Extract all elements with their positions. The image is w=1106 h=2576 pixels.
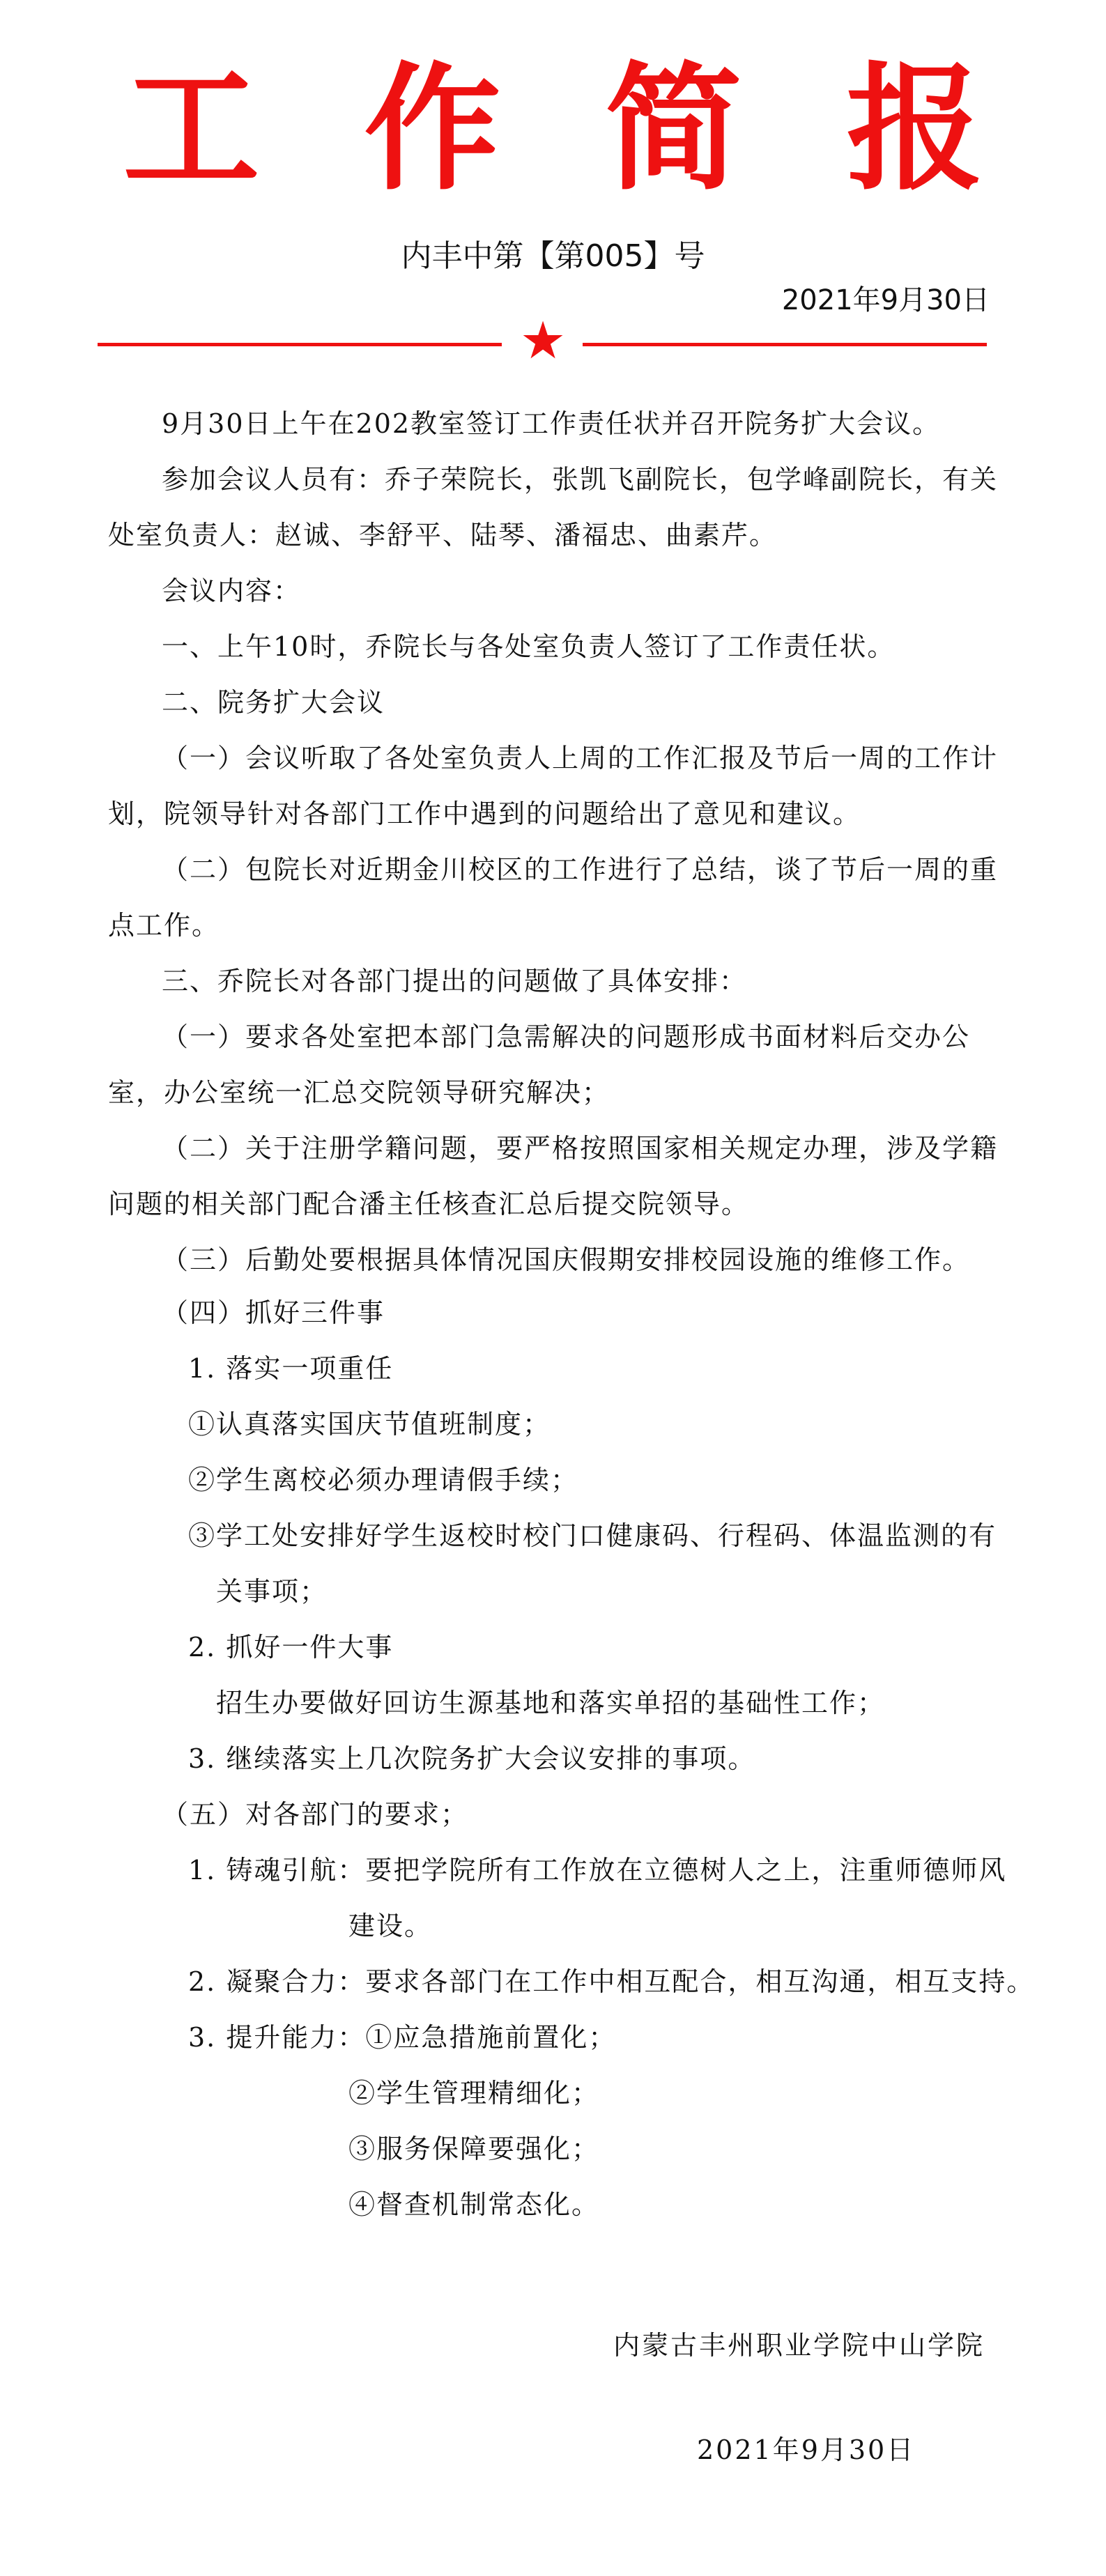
body-line: 9月30日上午在202教室签订工作责任状并召开院务扩大会议。 bbox=[162, 408, 941, 439]
body-line: 点工作。 bbox=[108, 910, 220, 941]
body-line: 二、院务扩大会议 bbox=[162, 687, 385, 718]
body-line: 建设。 bbox=[348, 1911, 433, 1941]
body-line: 处室负责人：赵诚、李舒平、陆琴、潘福忠、曲素芹。 bbox=[108, 520, 778, 550]
body-line: ③服务保障要强化； bbox=[348, 2134, 600, 2164]
body-line: 划，院领导针对各部门工作中遇到的问题给出了意见和建议。 bbox=[108, 799, 861, 829]
body-line: 三、乔院长对各部门提出的问题做了具体安排： bbox=[162, 966, 748, 996]
body-line: 关事项； bbox=[216, 1576, 328, 1607]
header-date: 2021年9月30日 bbox=[781, 284, 990, 316]
signature-date: 2021年9月30日 bbox=[697, 2435, 916, 2465]
star-icon: ★ bbox=[519, 311, 567, 371]
body-line: 一、上午10时，乔院长与各处室负责人签订了工作责任状。 bbox=[162, 631, 896, 662]
body-line: 3. 继续落实上几次院务扩大会议安排的事项。 bbox=[188, 1743, 756, 1774]
body-line: 参加会议人员有：乔子荣院长，张凯飞副院长，包学峰副院长，有关 bbox=[162, 464, 999, 495]
report-title: 工作简报 bbox=[123, 49, 1088, 209]
divider-right bbox=[583, 343, 987, 346]
body-line: ②学生离校必须办理请假手续； bbox=[188, 1465, 579, 1495]
signature-org: 内蒙古丰州职业学院中山学院 bbox=[613, 2330, 985, 2361]
divider-left bbox=[98, 343, 502, 346]
body-line: （四）抓好三件事 bbox=[162, 1297, 385, 1328]
body-line: 室，办公室统一汇总交院领导研究解决； bbox=[108, 1077, 610, 1108]
body-line: 招生办要做好回访生源基地和落实单招的基础性工作； bbox=[216, 1688, 886, 1718]
issue-number: 内丰中第【第005】号 bbox=[401, 238, 705, 274]
body-line: ④督查机制常态化。 bbox=[348, 2189, 600, 2220]
body-line: 1. 铸魂引航：要把学院所有工作放在立德树人之上，注重师德师风 bbox=[188, 1855, 1007, 1885]
body-line: （五）对各部门的要求； bbox=[162, 1799, 469, 1830]
body-line: 问题的相关部门配合潘主任核查汇总后提交院领导。 bbox=[108, 1189, 750, 1219]
body-line: 会议内容： bbox=[162, 576, 302, 606]
body-line: （一）要求各处室把本部门急需解决的问题形成书面材料后交办公 bbox=[162, 1021, 971, 1052]
body-line: ③学工处安排好学生返校时校门口健康码、行程码、体温监测的有 bbox=[188, 1520, 997, 1551]
body-line: 3. 提升能力：①应急措施前置化； bbox=[188, 2022, 617, 2053]
body-line: 2. 凝聚合力：要求各部门在工作中相互配合，相互沟通，相互支持。 bbox=[188, 1966, 1035, 1997]
body-line: 2. 抓好一件大事 bbox=[188, 1632, 394, 1663]
body-line: ②学生管理精细化； bbox=[348, 2078, 600, 2108]
body-line: ①认真落实国庆节值班制度； bbox=[188, 1409, 551, 1440]
body-line: （一）会议听取了各处室负责人上周的工作汇报及节后一周的工作计 bbox=[162, 743, 999, 773]
body-line: （二）关于注册学籍问题，要严格按照国家相关规定办理，涉及学籍 bbox=[162, 1133, 999, 1164]
body-line: 1. 落实一项重任 bbox=[188, 1353, 394, 1384]
body-line: （二）包院长对近期金川校区的工作进行了总结，谈了节后一周的重 bbox=[162, 854, 999, 885]
body-line: （三）后勤处要根据具体情况国庆假期安排校园设施的维修工作。 bbox=[162, 1244, 971, 1275]
